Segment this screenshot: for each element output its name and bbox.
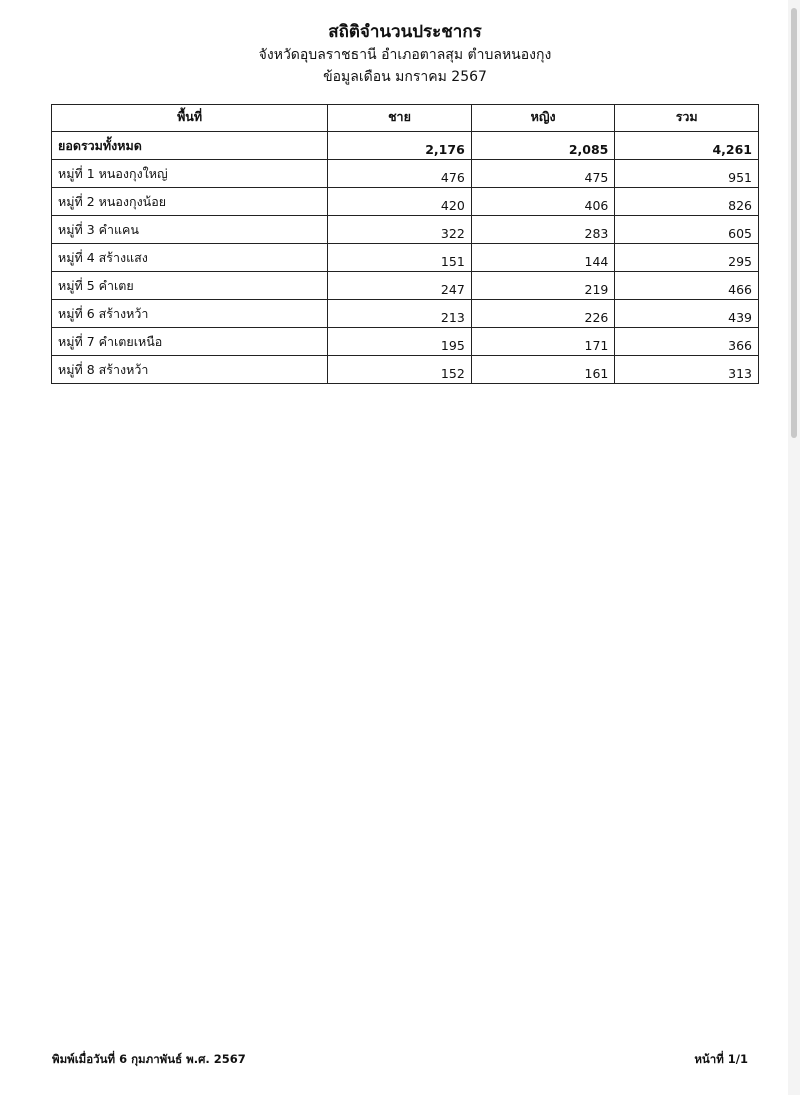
female-cell: 226 <box>471 300 615 328</box>
total-cell: 295 <box>615 244 759 272</box>
table-row <box>52 244 759 272</box>
area-cell: หมู่ที่ 8 สร้างหว้า <box>52 356 328 384</box>
column-header-area: พื้นที่ <box>52 105 328 132</box>
male-cell: 195 <box>328 328 472 356</box>
total-cell: 439 <box>615 300 759 328</box>
female-cell: 475 <box>471 160 615 188</box>
area-cell: หมู่ที่ 7 คำเตยเหนือ <box>52 328 328 356</box>
table-row <box>52 300 759 328</box>
total-cell: 951 <box>615 160 759 188</box>
table-row <box>52 328 759 356</box>
total-cell: 826 <box>615 188 759 216</box>
female-cell: 171 <box>471 328 615 356</box>
male-cell: 476 <box>328 160 472 188</box>
document-header <box>50 20 760 88</box>
column-header-total: รวม <box>615 105 759 132</box>
period-subtitle: ข้อมูลเดือน มกราคม 2567 <box>323 69 487 85</box>
page-title: สถิติจำนวนประชากร <box>328 22 482 42</box>
area-cell: หมู่ที่ 2 หนองกุงน้อย <box>52 188 328 216</box>
male-cell: 322 <box>328 216 472 244</box>
scrollbar-thumb[interactable] <box>791 8 797 438</box>
area-cell: หมู่ที่ 1 หนองกุงใหญ่ <box>52 160 328 188</box>
table-row <box>52 188 759 216</box>
population-table <box>51 104 759 384</box>
male-cell: 151 <box>328 244 472 272</box>
total-area-cell: ยอดรวมทั้งหมด <box>52 132 328 160</box>
total-cell: 313 <box>615 356 759 384</box>
area-cell: หมู่ที่ 5 คำเตย <box>52 272 328 300</box>
female-cell: 144 <box>471 244 615 272</box>
table-row <box>52 356 759 384</box>
table-row <box>52 160 759 188</box>
total-cell: 466 <box>615 272 759 300</box>
female-cell: 161 <box>471 356 615 384</box>
female-cell: 283 <box>471 216 615 244</box>
page-number: หน้าที่ 1/1 <box>694 1052 748 1066</box>
scrollbar[interactable] <box>788 0 800 1095</box>
area-cell: หมู่ที่ 6 สร้างหว้า <box>52 300 328 328</box>
male-cell: 247 <box>328 272 472 300</box>
total-sum-cell: 4,261 <box>615 132 759 160</box>
location-subtitle: จังหวัดอุบลราชธานี อำเภอตาลสุม ตำบลหนองกุง <box>258 47 552 63</box>
column-header-female: หญิง <box>471 105 615 132</box>
print-date: พิมพ์เมื่อวันที่ 6 กุมภาพันธ์ พ.ศ. 2567 <box>52 1052 246 1066</box>
table-row <box>52 272 759 300</box>
total-male-cell: 2,176 <box>328 132 472 160</box>
total-female-cell: 2,085 <box>471 132 615 160</box>
male-cell: 152 <box>328 356 472 384</box>
total-cell: 605 <box>615 216 759 244</box>
area-cell: หมู่ที่ 3 คำแคน <box>52 216 328 244</box>
male-cell: 213 <box>328 300 472 328</box>
total-row <box>52 132 759 160</box>
area-cell: หมู่ที่ 4 สร้างแสง <box>52 244 328 272</box>
column-header-male: ชาย <box>328 105 472 132</box>
table-header-row <box>52 105 759 132</box>
female-cell: 219 <box>471 272 615 300</box>
table-row <box>52 216 759 244</box>
female-cell: 406 <box>471 188 615 216</box>
total-cell: 366 <box>615 328 759 356</box>
male-cell: 420 <box>328 188 472 216</box>
